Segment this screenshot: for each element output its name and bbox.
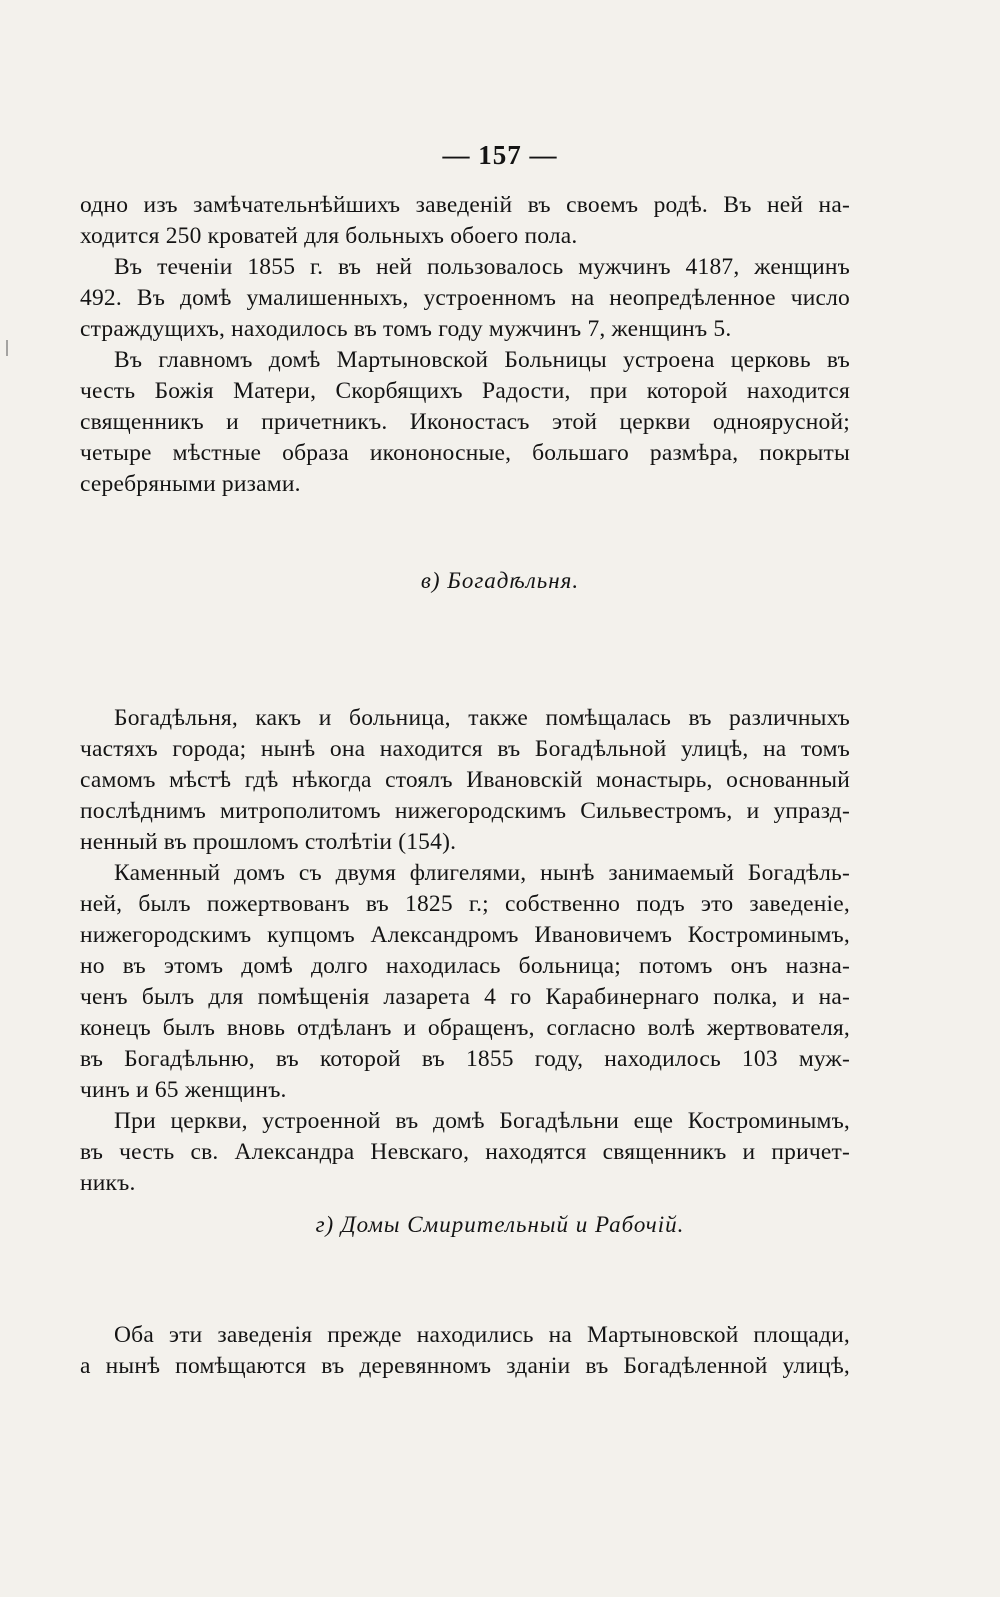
- text-line: Каменный домъ съ двумя флигелями, нынѣ занимаемый Богадѣль-: [114, 860, 850, 886]
- text-line: самомъ мѣстѣ гдѣ нѣкогда стоялъ Ивановскiй монастырь, основанный: [80, 767, 850, 793]
- text-line: При церкви, устроенной въ домѣ Богадѣльни еще Костроминымъ,: [114, 1108, 850, 1134]
- page-number: — 157 —: [442, 140, 558, 170]
- text-line: Въ теченiи 1855 г. въ ней пользовалось мужчинъ 4187, женщинъ: [114, 254, 850, 280]
- text-line: въ честь св. Александра Невскаго, находятся священникъ и причет-: [80, 1139, 850, 1165]
- text-line: священникъ и причетникъ. Иконостасъ этой церкви одноярусной;: [80, 409, 850, 435]
- text-line: серебряными ризами.: [80, 471, 301, 497]
- text-line: Оба эти заведенiя прежде находились на Мартыновской площади,: [114, 1322, 850, 1348]
- text-line: а нынѣ помѣщаются въ деревянномъ зданiи въ Богадѣленной улицѣ,: [80, 1353, 850, 1379]
- paragraph-block-hospital: [80, 190, 850, 500]
- text-line: ненный въ прошломъ столѣтiи (154).: [80, 829, 457, 855]
- text-line: четыре мѣстные образа икононосные, большаго размѣра, покрыты: [80, 440, 850, 466]
- text-line: ченъ былъ для помѣщенiя лазарета 4 го Карабинернаго полка, и на-: [80, 984, 850, 1010]
- text-line: чинъ и 65 женщинъ.: [80, 1077, 287, 1103]
- text-line: Богадѣльня, какъ и больница, также помѣщалась въ различныхъ: [114, 705, 850, 731]
- text-line: ней, былъ пожертвованъ въ 1825 г.; собственно подъ это заведенiе,: [80, 891, 850, 917]
- text-line: нижегородскимъ купцомъ Александромъ Ивановичемъ Костроминымъ,: [80, 922, 850, 948]
- text-line: послѣднимъ митрополитомъ нижегородскимъ Сильвестромъ, и упразд-: [80, 798, 850, 824]
- scan-edge-mark: [6, 340, 8, 356]
- text-line: Въ главномъ домѣ Мартыновской Больницы устроена церковь въ: [114, 347, 850, 373]
- text-line: 492. Въ домѣ умалишенныхъ, устроенномъ на неопредѣленное число: [80, 285, 850, 311]
- text-line: ходится 250 кроватей для больныхъ обоего пола.: [80, 223, 578, 249]
- text-line: частяхъ города; нынѣ она находится въ Богадѣльной улицѣ, на томъ: [80, 736, 850, 762]
- section-heading-g: г) Домы Смирительный и Рабочiй.: [315, 1212, 685, 1237]
- section-heading-v: в) Богадѣльня.: [420, 568, 580, 593]
- text-line: въ Богадѣльню, въ которой въ 1855 году, находилось 103 муж-: [80, 1046, 850, 1072]
- text-line: никъ.: [80, 1170, 136, 1196]
- text-line: одно изъ замѣчательнѣйшихъ заведенiй въ своемъ родѣ. Въ ней на-: [80, 192, 850, 218]
- paragraph-block-almshouse: [80, 703, 850, 1199]
- paragraph-block-workhouse: [80, 1320, 850, 1382]
- text-line: страждущихъ, находилось въ томъ году мужчинъ 7, женщинъ 5.: [80, 316, 732, 342]
- text-line: честь Божiя Матери, Скорбящихъ Радости, при которой находится: [80, 378, 850, 404]
- text-line: конецъ былъ вновь отдѣланъ и обращенъ, согласно волѣ жертвователя,: [80, 1015, 850, 1041]
- text-line: но въ этомъ домѣ долго находилась больница; потомъ онъ назна-: [80, 953, 850, 979]
